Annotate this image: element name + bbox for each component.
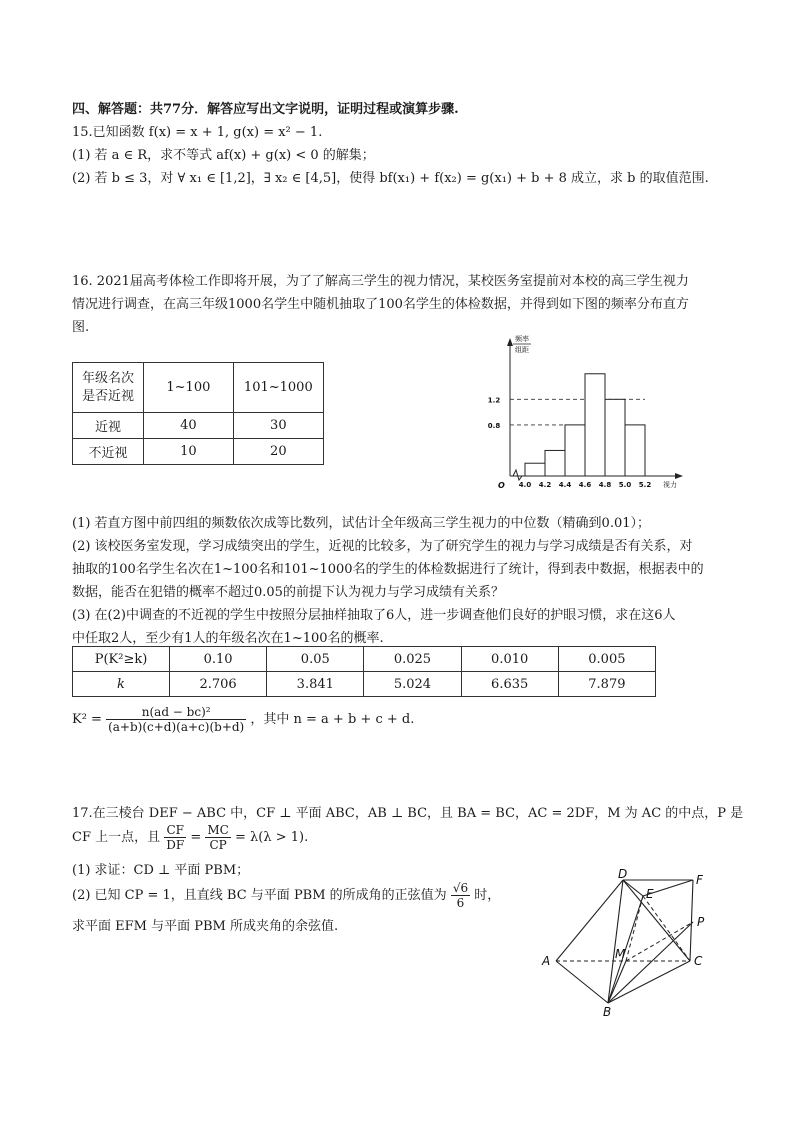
formula-tail: ，其中 n = a + b + c + d.	[250, 712, 415, 727]
q15-stem: 15.已知函数 f(x) = x + 1, g(x) = x² − 1.	[72, 125, 323, 140]
table-row	[73, 413, 324, 439]
x-axis-arrow-icon	[675, 473, 683, 479]
q17-part2-line1	[72, 880, 500, 912]
y-tick-label: 1.2	[487, 396, 501, 405]
formula-lhs: K² =	[72, 712, 102, 727]
sine-numerator: √6	[452, 881, 469, 895]
q15-part2: (2) 若 b ≤ 3，对 ∀ x₁ ∈ [1,2]，∃ x₂ ∈ [4,5]，使得 bf(x₁) + f(x₂) = g(x₁) + b + 8 成立，求 b 的取值范围.	[72, 171, 709, 186]
x-tick-label: 4.2	[538, 481, 552, 489]
edge-cf	[690, 880, 693, 961]
q17-stem-line1: 17.在三棱台 DEF − ABC 中，CF ⊥ 平面 ABC，AB ⊥ BC，且 BA = BC，AC = 2DF，M 为 AC 的中点，P 是	[72, 806, 744, 821]
ratio-denominator: CP	[209, 838, 227, 852]
histogram-bar	[605, 399, 625, 476]
label-p: P	[697, 915, 705, 929]
label-f: F	[696, 873, 703, 887]
edge-da	[556, 880, 623, 961]
cell: 5.024	[364, 672, 461, 697]
row-label-myopic: 近视	[73, 413, 144, 439]
y-axis-arrow-icon	[507, 338, 513, 346]
table-row	[73, 672, 656, 697]
ratio-cf-df	[164, 823, 186, 852]
q17-part1: (1) 求证：CD ⊥ 平面 PBM；	[72, 863, 250, 878]
q16-part3-line1: (3) 在(2)中调查的不近视的学生中按照分层抽样抽取了6人，进一步调查他们良好的护眼习惯，求在这6人	[72, 608, 676, 623]
row-label-not-myopic: 不近视	[73, 439, 144, 465]
q16-part2-line3: 数据，能否在犯错的概率不超过0.05的前提下认为视力与学习成绩有关系？	[72, 585, 504, 600]
header-line1: 年级名次	[82, 370, 135, 386]
y-tick-label: 0.8	[487, 421, 501, 430]
x-axis-label: 视力	[663, 481, 677, 489]
section-heading: 四、解答题：共77分．解答应写出文字说明，证明过程或演算步骤.	[72, 102, 459, 117]
frequency-histogram	[480, 330, 690, 495]
q17-part2-line2: 求平面 EFM 与平面 PBM 所成夹角的余弦值.	[72, 919, 339, 934]
q17-stem-line2-a: CF 上一点，且	[72, 830, 161, 845]
cell: 7.879	[558, 672, 655, 697]
x-tick-label: 5.0	[618, 481, 632, 489]
ratio-mc-cp	[205, 823, 230, 852]
q17-stem-line2	[72, 822, 308, 854]
y-axis-label-top: 频率	[515, 335, 529, 343]
segment-mp-hidden	[626, 922, 693, 961]
formula-denominator: (a+b)(c+d)(a+c)(b+d)	[108, 720, 245, 734]
sine-value	[451, 881, 470, 910]
table-row	[73, 439, 324, 465]
q17-part2-b: 时，	[474, 888, 501, 903]
q16-stem-line2: 情况进行调查，在高三年级1000名学生中随机抽取了100名学生的体检数据，并得到如下图的频率分布直方	[72, 297, 689, 312]
ratio-numerator: CF	[164, 823, 186, 838]
cell: 0.025	[364, 647, 461, 672]
cell: 40	[144, 413, 234, 439]
row-label-k: k	[73, 672, 170, 697]
cell: 6.635	[461, 672, 558, 697]
header-line2: 是否近视	[82, 388, 135, 404]
contingency-table	[72, 362, 324, 465]
chi-square-formula	[72, 704, 414, 736]
edge-de	[623, 880, 643, 896]
x-tick-label: 4.6	[578, 481, 592, 489]
origin-label: O	[498, 481, 505, 490]
axis-break-icon	[513, 470, 522, 480]
q16-part3-line2: 中任取2人，至少有1人的年级名次在1~100名的概率.	[72, 631, 384, 646]
table-corner-header	[73, 363, 144, 413]
label-e: E	[646, 887, 654, 901]
histogram-bar	[625, 425, 645, 476]
label-d: D	[618, 868, 628, 881]
q16-part2-line1: (2) 该校医务室发现，学习成绩突出的学生，近视的比较多，为了研究学生的视力与学习成绩是否有关系，对	[72, 539, 693, 554]
cell: 0.005	[558, 647, 655, 672]
cell: 20	[233, 439, 323, 465]
ratio-numerator: MC	[207, 823, 229, 837]
cell: 30	[233, 413, 323, 439]
q17-part2-a: (2) 已知 CP = 1，且直线 BC 与平面 PBM 的所成角的正弦值为	[72, 888, 447, 903]
label-c: C	[694, 954, 703, 968]
formula-fraction	[106, 705, 246, 734]
equals-sign: =	[190, 830, 202, 845]
label-m: M	[615, 947, 626, 961]
table-col-1-100: 1~100	[144, 363, 234, 413]
y-axis-label-bottom: 组距	[515, 346, 529, 354]
sine-denominator: 6	[456, 896, 465, 910]
critical-value-table	[72, 646, 656, 697]
q16-part1: (1) 若直方图中前四组的频数依次成等比数列，试估计全年级高三学生视力的中位数（精确到0.01）；	[72, 516, 650, 531]
formula-numerator: n(ad − bc)²	[106, 705, 246, 720]
q16-stem-line3: 图.	[72, 320, 90, 335]
q16-stem-line1: 16. 2021届高考体检工作即将开展，为了了解高三学生的视力情况，某校医务室提前对本校的高三学生视力	[72, 274, 689, 289]
frustum-figure	[538, 868, 718, 1018]
label-b: B	[603, 1005, 612, 1018]
table-col-101-1000: 101~1000	[233, 363, 323, 413]
q17-stem-line2-b: = λ(λ > 1).	[235, 830, 309, 845]
x-tick-label: 4.0	[518, 481, 532, 489]
edge-ab	[556, 961, 608, 1003]
histogram-bar	[545, 450, 565, 476]
q15-part1: (1) 若 a ∈ R，求不等式 af(x) + g(x) < 0 的解集；	[72, 148, 375, 163]
segment-ec-hidden	[643, 896, 690, 961]
x-tick-label: 4.4	[558, 481, 572, 489]
x-tick-label: 5.2	[638, 481, 652, 489]
q16-part2-line2: 抽取的100名学生名次在1~100名和101~1000名的学生的体检数据进行了统计，得到表中数据，根据表中的	[72, 562, 704, 577]
cell: 0.05	[267, 647, 364, 672]
row-label-probability: P(K²≥k)	[73, 647, 170, 672]
cell: 0.10	[170, 647, 267, 672]
table-row	[73, 647, 656, 672]
cell: 3.841	[267, 672, 364, 697]
edge-bc	[608, 961, 690, 1003]
histogram-bar	[585, 374, 605, 476]
cell: 2.706	[170, 672, 267, 697]
x-tick-label: 4.8	[598, 481, 612, 489]
segment-me-hidden	[626, 896, 643, 961]
ratio-denominator: DF	[166, 838, 185, 852]
histogram-bar	[565, 425, 585, 476]
cell: 10	[144, 439, 234, 465]
histogram-bar	[525, 463, 545, 476]
cell: 0.010	[461, 647, 558, 672]
label-a: A	[542, 954, 551, 968]
